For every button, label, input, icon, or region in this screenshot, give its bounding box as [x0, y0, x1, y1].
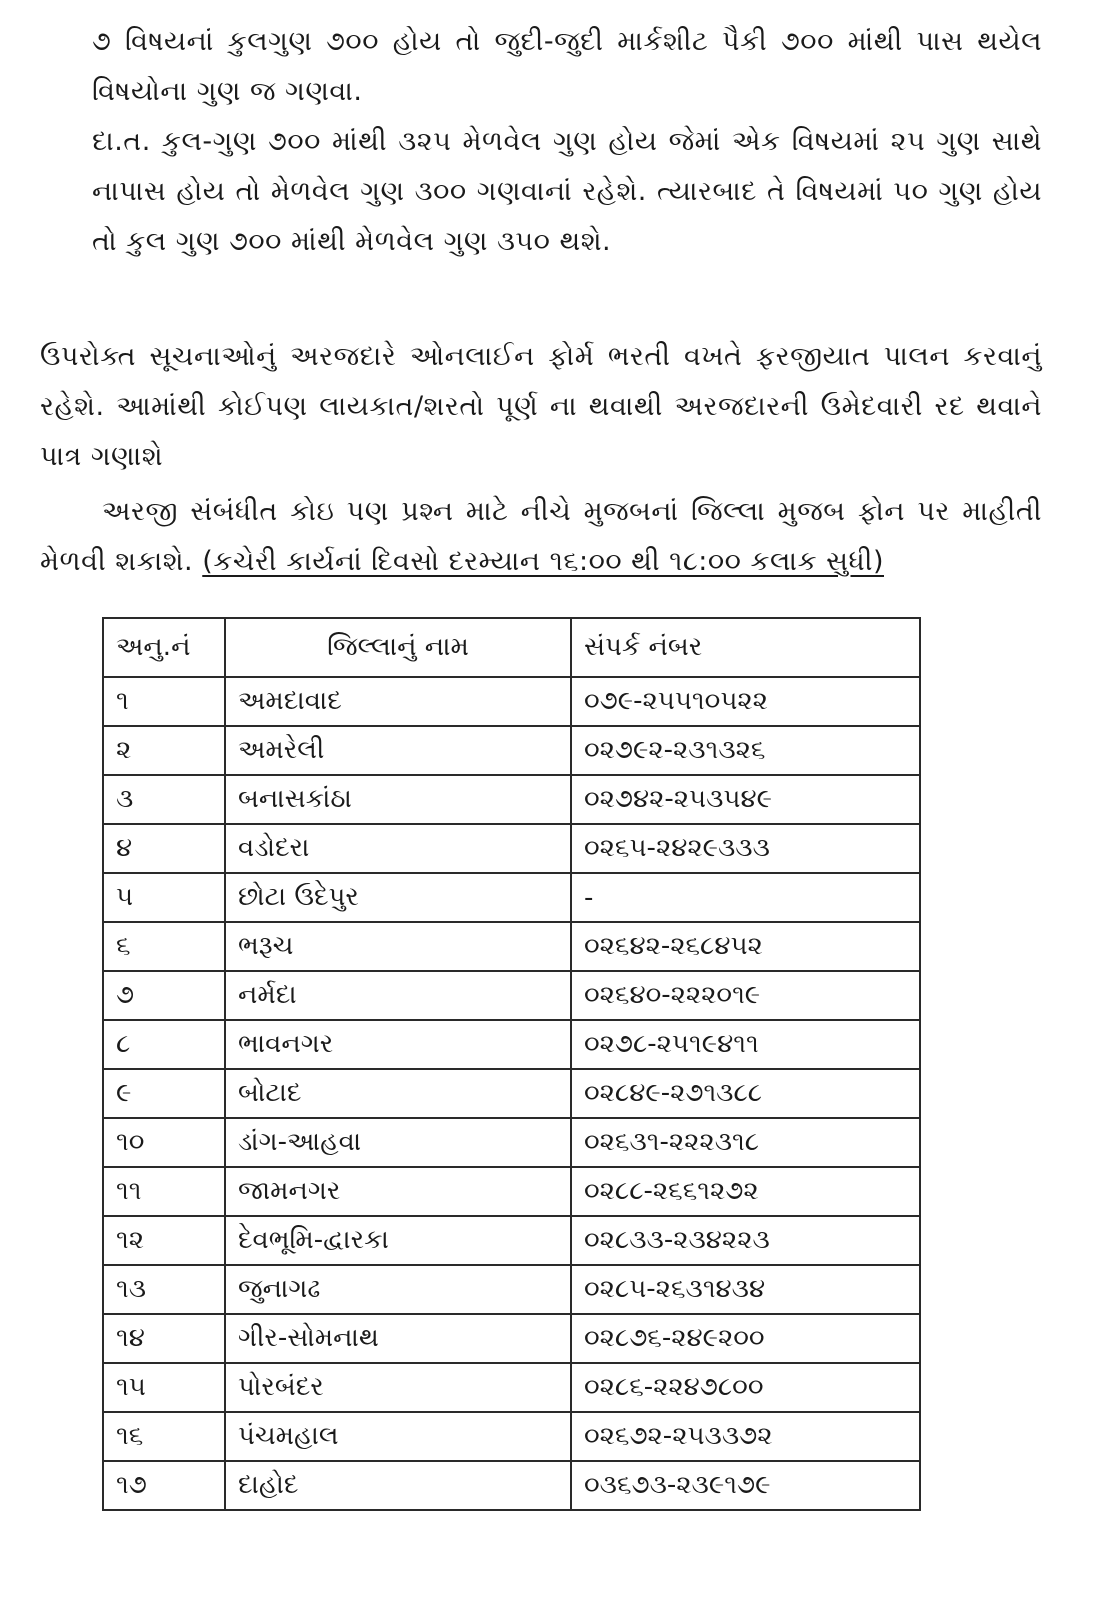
contact-number-cell: ૦૨૭૪૨-૨૫૩૫૪૯ — [571, 775, 920, 824]
serial-number-cell: ૧૭ — [103, 1461, 225, 1510]
table-row — [103, 1216, 920, 1265]
serial-number-cell: ૪ — [103, 824, 225, 873]
office-hours-note: (કચેરી કાર્યનાં દિવસો દરમ્યાન ૧૬:૦૦ થી ૧૮:૦૦ કલાક સુધી) — [202, 546, 884, 577]
district-name-cell: ડાંગ-આહવા — [225, 1118, 571, 1167]
district-name-cell: દેવભૂમિ-દ્વારકા — [225, 1216, 571, 1265]
table-row — [103, 1461, 920, 1510]
serial-number-cell: ૩ — [103, 775, 225, 824]
district-name-cell: અમરેલી — [225, 726, 571, 775]
contact-number-cell: ૦૨૬૫-૨૪૨૯૩૩૩ — [571, 824, 920, 873]
district-name-cell: બનાસકાંઠા — [225, 775, 571, 824]
table-row — [103, 1363, 920, 1412]
contact-info-paragraph — [40, 487, 1042, 587]
instruction-paragraph-1: ૭ વિષયનાં કુલગુણ ૭૦૦ હોય તો જુદી-જુદી માર્કશીટ પૈકી ૭૦૦ માંથી પાસ થયેલ વિષયોના ગુણ જ ગણવા. — [92, 26, 1042, 107]
contact-number-cell: - — [571, 873, 920, 922]
contact-number-cell: ૦૭૯-૨૫૫૧૦૫૨૨ — [571, 677, 920, 726]
table-row — [103, 775, 920, 824]
header-contact-number: સંપર્ક નંબર — [571, 618, 920, 677]
serial-number-cell: ૬ — [103, 922, 225, 971]
table-row — [103, 1069, 920, 1118]
contact-number-cell: ૦૨૬૪૨-૨૬૮૪૫૨ — [571, 922, 920, 971]
district-name-cell: ભરૂચ — [225, 922, 571, 971]
contact-number-cell: ૦૨૮૮-૨૬૬૧૨૭૨ — [571, 1167, 920, 1216]
table-row — [103, 1020, 920, 1069]
district-name-cell: બોટાદ — [225, 1069, 571, 1118]
district-name-cell: પોરબંદર — [225, 1363, 571, 1412]
table-row — [103, 1118, 920, 1167]
table-row — [103, 824, 920, 873]
table-row — [103, 1167, 920, 1216]
serial-number-cell: ૧૫ — [103, 1363, 225, 1412]
district-name-cell: અમદાવાદ — [225, 677, 571, 726]
contact-info-text: અરજી સંબંધીત કોઇ પણ પ્રશ્ન માટે નીચે મુજબનાં જિલ્લા મુજબ ફોન પર માહીતી મેળવી શકાશે. — [40, 496, 1042, 577]
table-header-row — [103, 618, 920, 677]
table-row — [103, 1412, 920, 1461]
district-name-cell: નર્મદા — [225, 971, 571, 1020]
table-row — [103, 922, 920, 971]
district-name-cell: વડોદરા — [225, 824, 571, 873]
district-name-cell: જુનાગઢ — [225, 1265, 571, 1314]
contact-number-cell: ૦૨૭૮-૨૫૧૯૪૧૧ — [571, 1020, 920, 1069]
serial-number-cell: ૧૦ — [103, 1118, 225, 1167]
contact-number-cell: ૦૨૮૪૯-૨૭૧૩૮૮ — [571, 1069, 920, 1118]
serial-number-cell: ૧ — [103, 677, 225, 726]
table-row — [103, 1265, 920, 1314]
serial-number-cell: ૯ — [103, 1069, 225, 1118]
serial-number-cell: ૧૩ — [103, 1265, 225, 1314]
header-serial-number: અનુ.નં — [103, 618, 225, 677]
example-paragraph: દા.ત. કુલ-ગુણ ૭૦૦ માંથી ૩૨૫ મેળવેલ ગુણ હોય જેમાં એક વિષયમાં ૨૫ ગુણ સાથે નાપાસ હોય તો મેળવેલ ગુણ ૩૦૦ ગણવાનાં રહેશે. ત્યારબાદ તે વિષયમાં ૫૦ ગુણ હોય તો કુલ ગુણ ૭૦૦ માંથી મેળવેલ ગુણ ૩૫૦ થશે. — [92, 126, 1042, 257]
contact-number-cell: ૦૨૮૬-૨૨૪૭૮૦૦ — [571, 1363, 920, 1412]
district-contact-table — [102, 617, 921, 1511]
district-name-cell: પંચમહાલ — [225, 1412, 571, 1461]
serial-number-cell: ૮ — [103, 1020, 225, 1069]
table-body — [103, 677, 920, 1510]
table-row — [103, 873, 920, 922]
district-name-cell: ભાવનગર — [225, 1020, 571, 1069]
district-name-cell: દાહોદ — [225, 1461, 571, 1510]
header-district-name: જિલ્લાનું નામ — [225, 618, 571, 677]
serial-number-cell: ૫ — [103, 873, 225, 922]
compliance-paragraph: ઉપરોક્ત સૂચનાઓનું અરજદારે ઓનલાઈન ફોર્મ ભરતી વખતે ફરજીયાત પાલન કરવાનું રહેશે. આમાંથી કોઈપણ લાયકાત/શરતો પૂર્ણ ના થવાથી અરજદારની ઉમેદવારી રદ થવાને પાત્ર ગણાશે — [40, 341, 1042, 472]
district-name-cell: ગીર-સોમનાથ — [225, 1314, 571, 1363]
serial-number-cell: ૧૧ — [103, 1167, 225, 1216]
serial-number-cell: ૧૬ — [103, 1412, 225, 1461]
table-row — [103, 971, 920, 1020]
table-row — [103, 726, 920, 775]
table-row — [103, 1314, 920, 1363]
serial-number-cell: ૭ — [103, 971, 225, 1020]
contact-number-cell: ૦૨૭૯૨-૨૩૧૩૨૬ — [571, 726, 920, 775]
contact-number-cell: ૦૨૮૭૬-૨૪૯૨૦૦ — [571, 1314, 920, 1363]
contact-number-cell: ૦૨૮૫-૨૬૩૧૪૩૪ — [571, 1265, 920, 1314]
contact-number-cell: ૦૨૬૪૦-૨૨૨૦૧૯ — [571, 971, 920, 1020]
district-name-cell: જામનગર — [225, 1167, 571, 1216]
serial-number-cell: ૧૪ — [103, 1314, 225, 1363]
contact-number-cell: ૦૨૬૭૨-૨૫૩૩૭૨ — [571, 1412, 920, 1461]
serial-number-cell: ૨ — [103, 726, 225, 775]
table-row — [103, 677, 920, 726]
district-name-cell: છોટા ઉદેપુર — [225, 873, 571, 922]
contact-number-cell: ૦૨૮૩૩-૨૩૪૨૨૩ — [571, 1216, 920, 1265]
serial-number-cell: ૧૨ — [103, 1216, 225, 1265]
contact-number-cell: ૦૩૬૭૩-૨૩૯૧૭૯ — [571, 1461, 920, 1510]
contact-number-cell: ૦૨૬૩૧-૨૨૨૩૧૮ — [571, 1118, 920, 1167]
